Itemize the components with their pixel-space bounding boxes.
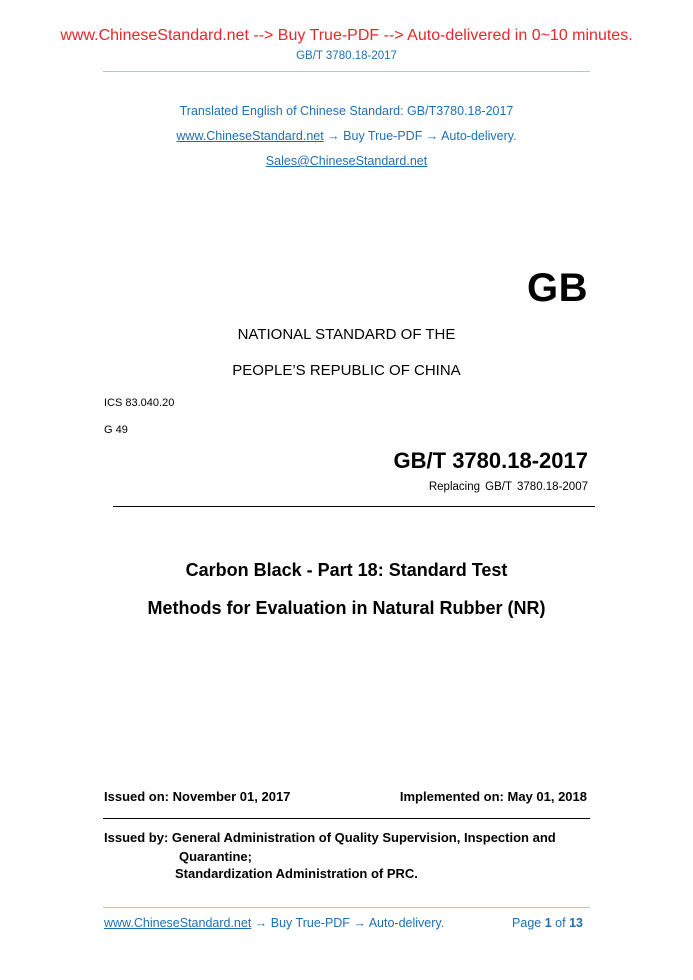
dates-row <box>104 789 587 804</box>
sales-email-link[interactable]: Sales@ChineseStandard.net <box>265 154 428 168</box>
issued-by-line3: Standardization Administration of PRC. <box>175 866 418 881</box>
footer-purchase-text: → Buy True-PDF → Auto-delivery. <box>251 916 445 930</box>
page-indicator <box>512 916 583 930</box>
gb-mark: GB <box>527 266 588 310</box>
document-title-line2: Methods for Evaluation in Natural Rubber (NR) <box>147 598 546 618</box>
footer-purchase-line <box>104 916 444 930</box>
issued-by-line2: Quarantine; <box>179 849 252 864</box>
implemented-on-date: Implemented on: May 01, 2018 <box>399 789 587 804</box>
page-label: Page <box>512 916 542 930</box>
top-banner[interactable]: www.ChineseStandard.net --> Buy True-PDF --> Auto-delivered in 0~10 minutes. <box>60 27 633 44</box>
ics-code: ICS 83.040.20 <box>104 397 175 409</box>
page-current: 1 <box>544 916 552 930</box>
purchase-line <box>0 129 693 143</box>
replacing-note: Replacing GB/T 3780.18-2007 <box>428 481 588 493</box>
page-of: of <box>555 916 566 930</box>
issued-on-date: Issued on: November 01, 2017 <box>104 789 291 804</box>
purchase-text: → Buy True-PDF → Auto-delivery. <box>323 129 517 143</box>
page-total: 13 <box>569 916 583 930</box>
footer-divider <box>103 907 590 908</box>
header-divider <box>103 71 590 72</box>
header-standard-code: GB/T 3780.18-2017 <box>296 50 397 62</box>
national-standard-line2: PEOPLE’S REPUBLIC OF CHINA <box>232 362 461 379</box>
dates-divider <box>103 818 590 819</box>
document-title-line1: Carbon Black - Part 18: Standard Test <box>185 560 508 580</box>
sales-email-line <box>0 154 693 168</box>
title-divider <box>113 506 595 507</box>
site-link[interactable]: www.ChineseStandard.net <box>176 129 324 143</box>
ccs-code: G 49 <box>104 424 128 436</box>
issued-by-line1: Issued by: General Administration of Quality Supervision, Inspection and <box>104 830 556 845</box>
footer-site-link[interactable]: www.ChineseStandard.net <box>104 916 252 930</box>
national-standard-line1: NATIONAL STANDARD OF THE <box>237 326 456 343</box>
translation-notice: Translated English of Chinese Standard: GB/T3780.18-2017 <box>179 104 514 118</box>
standard-number: GB/T 3780.18-2017 <box>393 448 588 473</box>
